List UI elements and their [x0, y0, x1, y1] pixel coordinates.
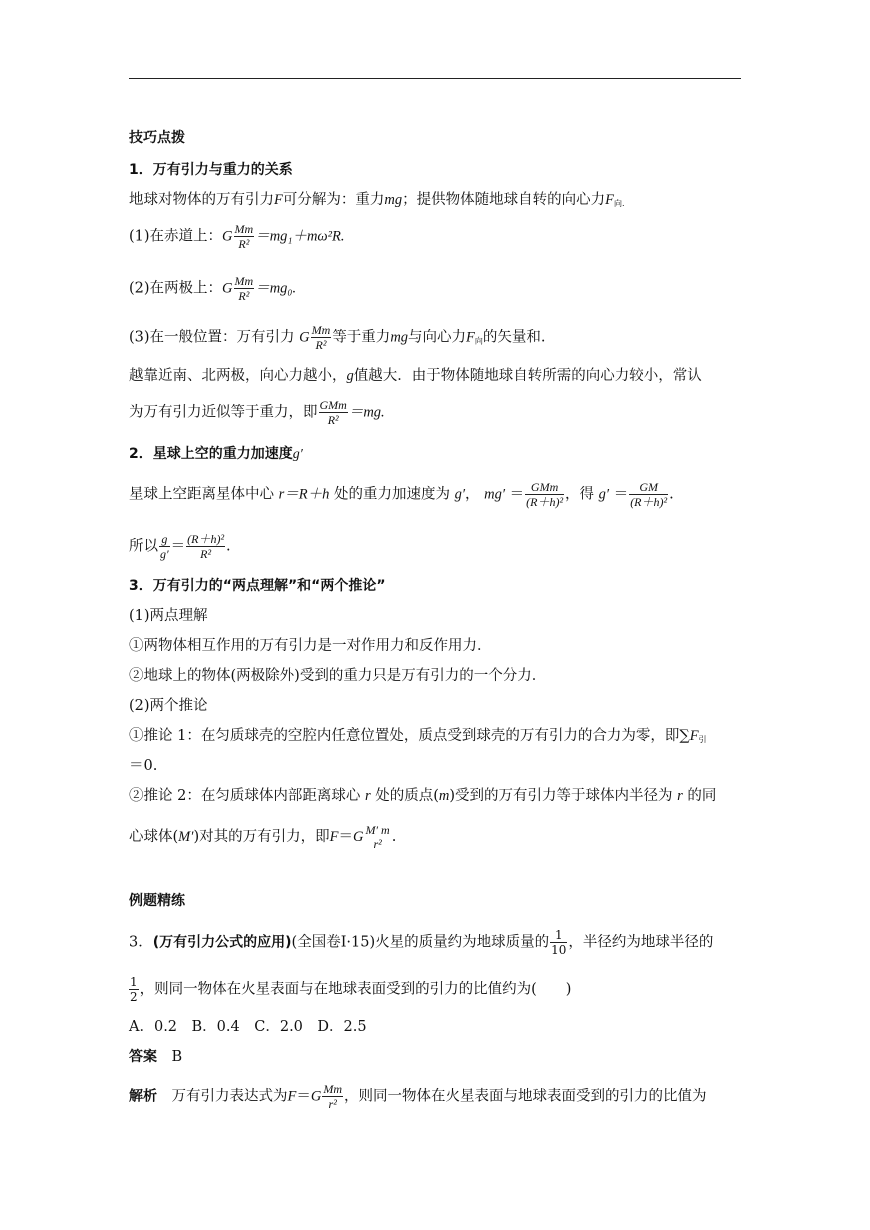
inference2-cont: 心球体(M′)对其的万有引力，即F＝G M′ m r² . — [129, 823, 397, 851]
inference2: ②推论 2：在匀质球体内部距离球心 r 处的质点(m)受到的万有引力等于球体内半径为 r 的同 — [129, 788, 717, 804]
analysis: 解析 万有引力表达式为F＝G $\frac{Mm}{\text{r²}}$ ，则同一物体在火星表面与地球表面受到的引力的比值为 — [129, 1082, 707, 1111]
section1-intro: 地球对物体的万有引力F可分解为：重力mg；提供物体随地球自转的向心力F向. — [129, 192, 625, 208]
pole-formula: (2)在两极上：G $\frac{Mm}{\text{R²}}$ ＝mg₀. — [129, 274, 297, 303]
section3-sub1: (1)两点理解 — [129, 608, 208, 624]
section3-item2: ②地球上的物体(两极除外)受到的重力只是万有引力的一个分力． — [129, 668, 547, 684]
inference1: ①推论 1：在匀质球壳的空腔内任意位置处，质点受到球壳的万有引力的合力为零，即∑F引 — [129, 728, 707, 744]
answer: 答案 B — [129, 1049, 183, 1065]
inference1-cont: ＝0. — [129, 758, 158, 774]
section1-heading: 1．万有引力与重力的关系 — [129, 162, 293, 178]
header-rule — [129, 78, 741, 79]
section3-item1: ①两物体相互作用的万有引力是一对作用力和反作用力． — [129, 638, 492, 654]
section3-sub2: (2)两个推论 — [129, 698, 208, 714]
equator-formula: (1)在赤道上：G $\frac{Mm}{\text{R²}}$ ＝mg₁＋mω²R. — [129, 222, 345, 251]
section1-paragraph-2: 为万有引力近似等于重力，即 GMm R² ＝mg. — [129, 398, 385, 427]
skill-heading: 技巧点拨 — [129, 130, 185, 146]
section2-line: 星球上空距离星体中心 r＝R＋h 处的重力加速度为 g′， mg′ ＝ GMm (R＋h)² ，得 g′ ＝ $\frac{GM}{\text{(R＋h)²}}$ . — [129, 480, 674, 509]
question-line1: 3．(万有引力公式的应用)(全国卷Ⅰ·15)火星的质量约为地球质量的 $\frac{1}{10}$ ，半径约为地球半径的 — [129, 928, 714, 957]
section2-ratio: 所以 $\frac{g}{g'}$ ＝ $\frac{\text{(R＋h)²}}{\text{R²}}$ . — [129, 532, 231, 561]
question-line2: $\frac{1}{2}$ ，则同一物体在火星表面与在地球表面受到的引力的比值约为( ) — [130, 975, 572, 1004]
section3-heading: 3．万有引力的“两点理解”和“两个推论” — [129, 578, 386, 594]
options: A．0.2 B．0.4 C．2.0 D．2.5 — [129, 1019, 367, 1035]
general-position: (3)在一般位置：万有引力 G $\frac{Mm}{\text{R²}}$ 等于重力mg与向心力F向的矢量和. — [129, 323, 546, 352]
example-heading: 例题精练 — [129, 893, 185, 909]
section2-heading: 2．星球上空的重力加速度g′ — [129, 446, 303, 462]
section1-paragraph: 越靠近南、北两极，向心力越小，g值越大．由于物体随地球自转所需的向心力较小，常认 — [129, 368, 702, 384]
